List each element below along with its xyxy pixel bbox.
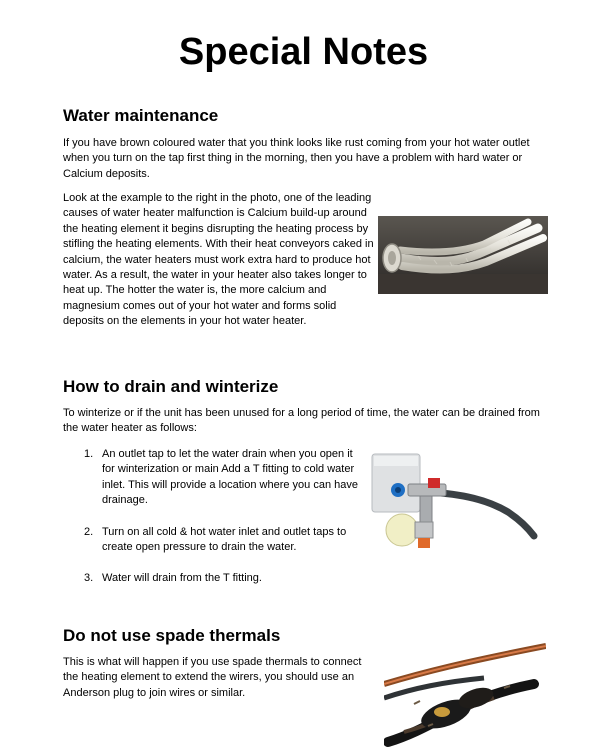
t-fitting-photo bbox=[368, 452, 540, 552]
drain-step-2 bbox=[84, 525, 364, 556]
drain-step-1 bbox=[84, 447, 364, 509]
water-example-paragraph: Look at the example to the right in the photo, one of the leading causes of water heater malfunction is Calcium build-up around the heating element it begins disrupting the heating process by stifling the heating elements. With their heat conveyors caked in calcium, the water heaters must work extra hard to produce hot water. As a result, the water in your heater also takes longer to heat up. The hotter the water is, the more calcium and magnesium comes out of your hot water and forms solid deposits on the elements in your hot water heater. bbox=[63, 192, 374, 328]
drain-step-3 bbox=[84, 571, 364, 586]
step-text: An outlet tap to let the water drain when you open it for winterization or main Add a T fitting to cold water inlet. This will provide a location where you can have drainage. bbox=[102, 448, 358, 507]
step-number: 2. bbox=[84, 526, 94, 538]
step-text: Water will drain from the T fitting. bbox=[102, 572, 262, 584]
step-number: 1. bbox=[84, 448, 94, 460]
calcium-element-photo bbox=[378, 216, 548, 294]
drain-intro-paragraph: To winterize or if the unit has been unused for a long period of time, the water can be drained from the water heater as follows: bbox=[63, 407, 540, 435]
spade-thermals-paragraph: This is what will happen if you use spade thermals to connect the heating element to extend the wirers, you should use an Anderson plug to join wires or similar. bbox=[63, 656, 362, 699]
section-heading-water-maintenance: Water maintenance bbox=[63, 106, 219, 125]
step-text: Turn on all cold & hot water inlet and outlet taps to create open pressure to drain the water. bbox=[102, 526, 347, 554]
burnt-wires-photo bbox=[384, 638, 546, 748]
section-heading-spade-thermals: Do not use spade thermals bbox=[63, 626, 281, 645]
section-heading-drain-winterize: How to drain and winterize bbox=[63, 377, 279, 396]
step-number: 3. bbox=[84, 572, 94, 584]
water-intro-paragraph: If you have brown coloured water that you think looks like rust coming from your hot water outlet when you turn on the tap first thing in the morning, then you have a problem with hard water or Calcium deposits. bbox=[63, 137, 530, 180]
page-title: Special Notes bbox=[178, 31, 429, 73]
